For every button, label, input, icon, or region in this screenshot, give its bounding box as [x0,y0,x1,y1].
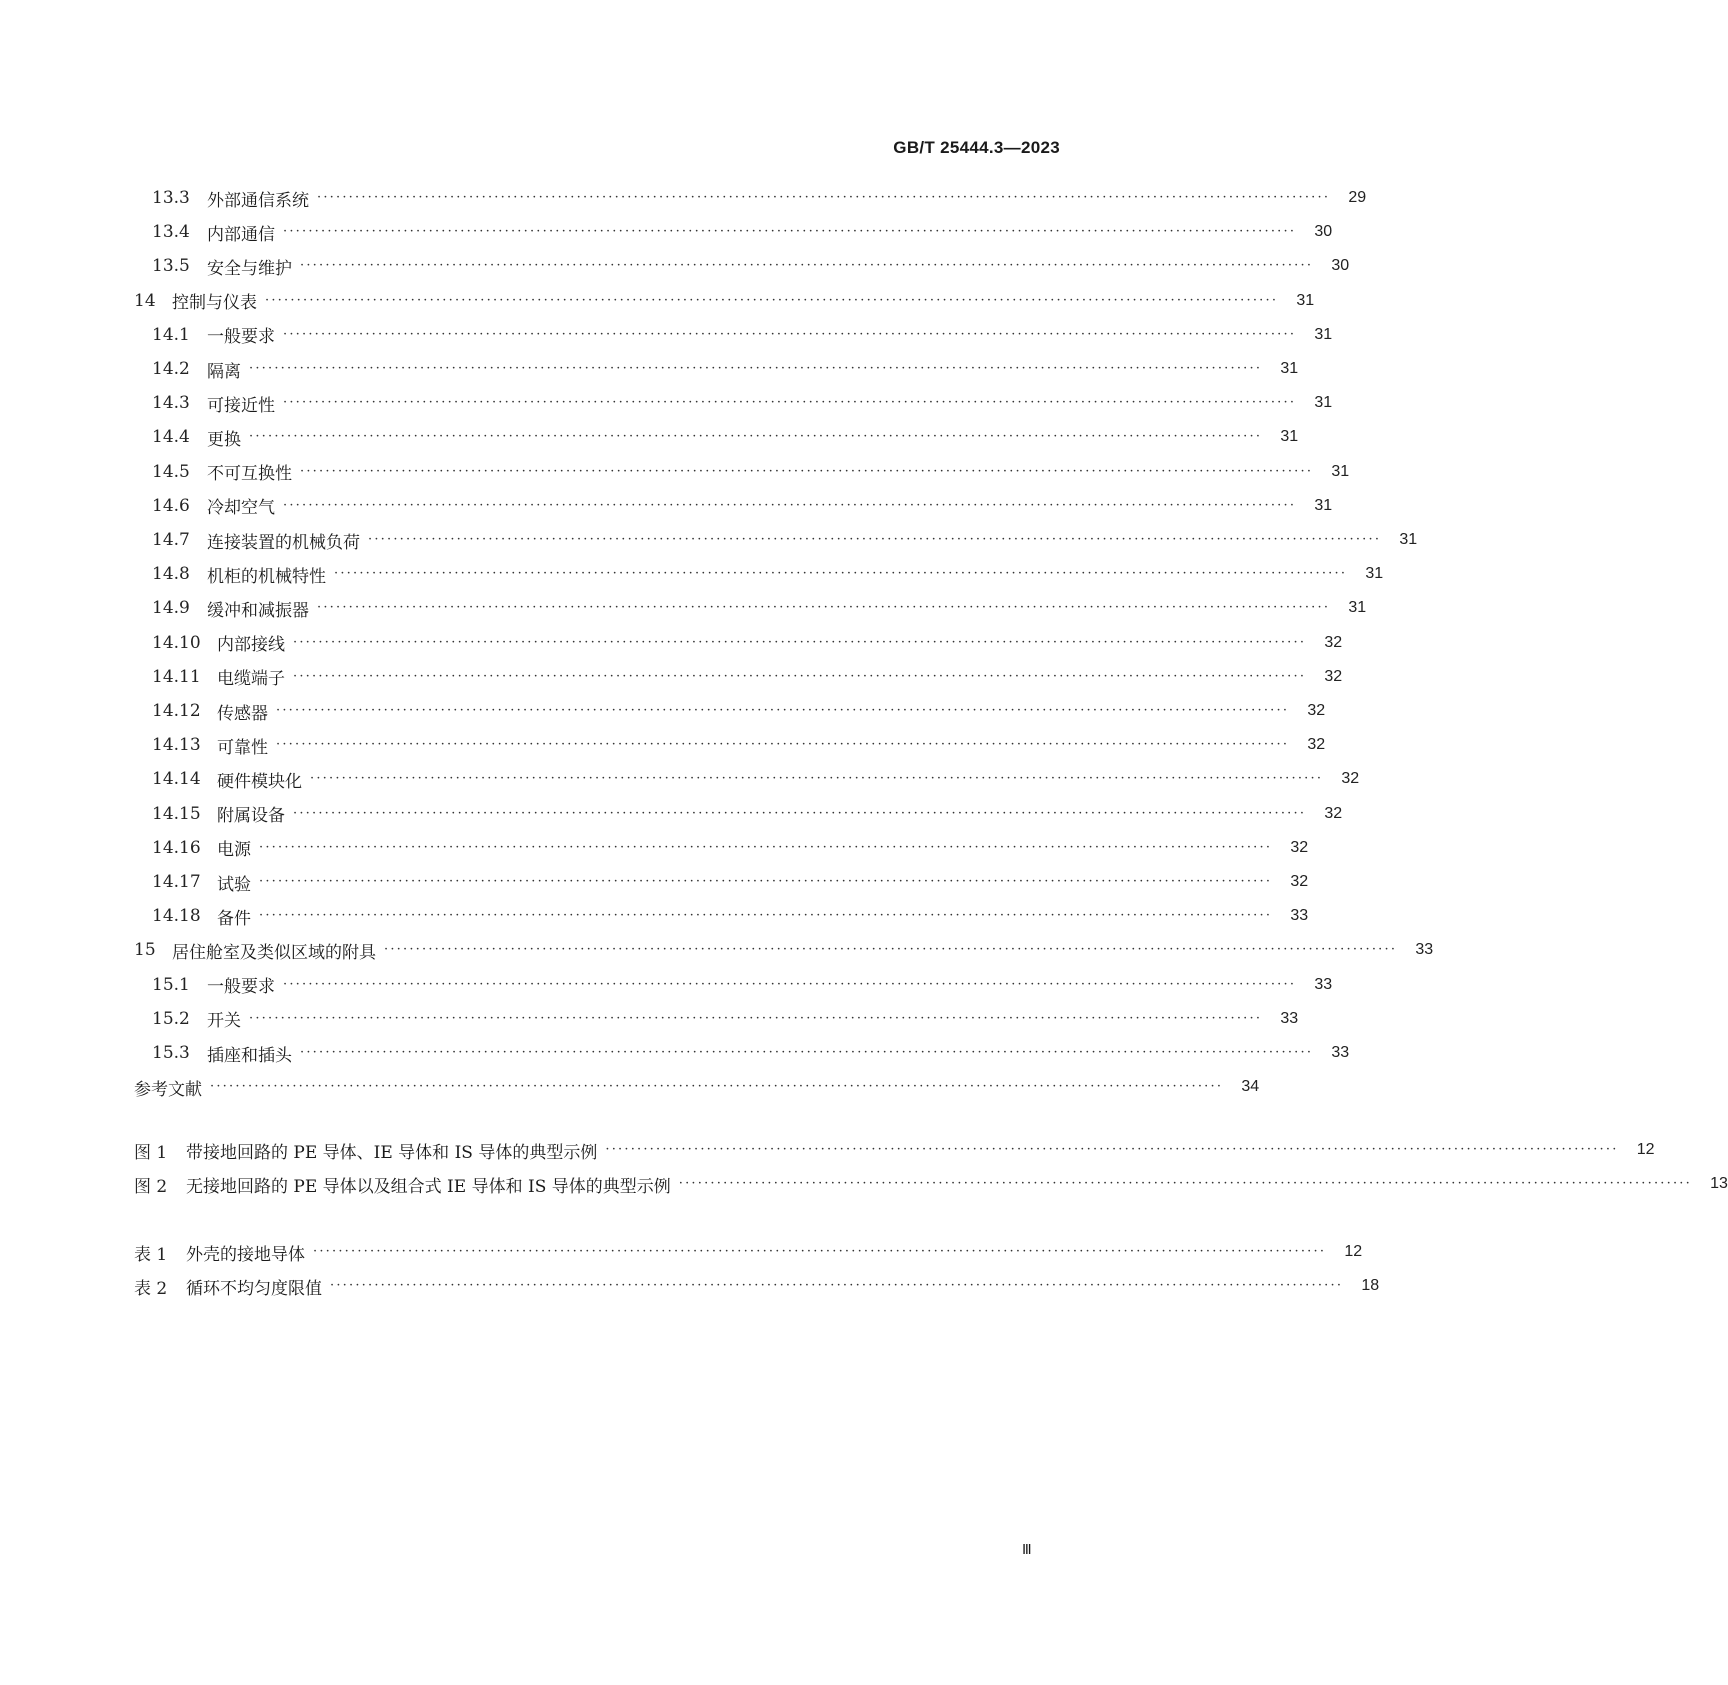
toc-entry-page: 12 [1636,1141,1655,1158]
toc-entry-number: 表 2 [134,1278,168,1299]
toc-entry[interactable] [152,560,1384,588]
toc-entry-title: 备件 [217,908,251,929]
toc-entry-number: 13.5 [152,256,190,277]
dot-leader: ································································································································································ [605,1142,1619,1157]
toc-entry[interactable] [152,697,1326,725]
toc-entry-title: 参考文献 [134,1079,202,1100]
toc-entry-number: 14.16 [152,837,201,858]
toc-entry-page: 31 [1314,325,1333,343]
toc-entry[interactable] [152,834,1309,862]
toc-entry[interactable] [152,218,1333,246]
toc-entry[interactable] [152,252,1350,280]
toc-entry-title: 电源 [217,840,251,861]
toc-entry-number: 14.18 [152,906,201,927]
dot-leader: ································································································································································ [210,1079,1224,1095]
dot-leader: ································································································································································ [368,532,1382,547]
toc-entry-page: 33 [1314,975,1333,993]
toc-entry[interactable] [134,1170,1728,1198]
toc-entry-page: 31 [1399,531,1418,548]
toc-entry-page: 31 [1280,360,1299,377]
toc-entry-title: 电缆端子 [217,669,285,690]
toc-entry-number: 14.6 [152,495,190,516]
page-number-footer: Ⅲ [1022,1543,1031,1558]
toc-entry-page: 29 [1348,189,1367,206]
dot-leader: ································································································································································ [300,1045,1314,1060]
dot-leader: ································································································································································ [283,976,1297,992]
toc-entry-number: 13.3 [152,188,190,208]
toc-entry[interactable] [134,1272,1380,1300]
toc-entry-page: 31 [1365,565,1384,583]
toc-entry-number: 14.9 [152,598,190,619]
toc-entry-page: 12 [1344,1243,1363,1260]
dot-leader: ································································································································································ [249,1010,1263,1026]
dot-leader: ································································································································································ [293,668,1307,684]
dot-leader: ································································································································································ [300,258,1314,274]
toc-entry[interactable] [152,629,1343,657]
toc-entry[interactable] [152,423,1299,451]
toc-entry[interactable] [134,1073,1260,1101]
toc-entry-title: 隔离 [207,361,241,382]
dot-leader: ································································································································································ [293,805,1307,821]
toc-entry-title: 无接地回路的 PE 导体以及组合式 IE 导体和 IS 导体的典型示例 [186,1176,671,1197]
toc-entry-page: 32 [1341,770,1360,788]
toc-entry[interactable] [152,321,1333,349]
toc-entry-page: 32 [1290,873,1309,890]
toc-entry-page: 33 [1331,1044,1350,1061]
toc-entry-number: 14.4 [152,427,190,448]
toc-entry-title: 可接近性 [207,395,275,416]
dot-leader: ································································································································································ [283,224,1297,240]
toc-entry-number: 14.10 [152,632,201,653]
toc-entry-page: 31 [1331,462,1350,480]
toc-entry-number: 14.7 [152,530,190,550]
dot-leader: ································································································································································ [384,942,1398,958]
dot-leader: ································································································································································ [265,292,1279,308]
toc-entry-number: 表 1 [134,1244,168,1265]
toc-entry-number: 15.3 [152,1043,190,1063]
dot-leader: ································································································································································ [300,463,1314,479]
toc-entry[interactable] [152,868,1309,896]
dot-leader: ································································································································································ [259,839,1273,855]
toc-entry[interactable] [134,1238,1363,1266]
toc-entry-page: 32 [1324,633,1343,651]
toc-entry-title: 安全与维护 [207,258,292,279]
toc-entry[interactable] [152,458,1350,486]
toc-entry[interactable] [152,800,1343,828]
toc-entry[interactable] [134,1136,1655,1164]
toc-entry[interactable] [134,936,1434,964]
dot-leader: ································································································································································ [317,600,1331,616]
dot-leader: ································································································································································ [293,634,1307,650]
toc-entry-number: 14.14 [152,769,201,790]
toc-entry-number: 15.1 [152,974,190,995]
dot-leader: ································································································································································ [276,737,1290,753]
toc-entry-number: 14.13 [152,735,201,756]
toc-entry-number: 14.17 [152,872,201,892]
toc-entry[interactable] [152,389,1333,417]
toc-entry-number: 14.1 [152,324,190,345]
toc-entry-page: 33 [1280,1009,1299,1027]
toc-entry-title: 外壳的接地导体 [186,1244,305,1265]
toc-entry[interactable] [152,902,1309,930]
toc-entry-page: 18 [1361,1277,1380,1295]
toc-entry-page: 33 [1415,941,1434,959]
toc-entry-page: 32 [1324,804,1343,822]
toc-entry-title: 开关 [207,1011,241,1032]
toc-entry-title: 带接地回路的 PE 导体、IE 导体和 IS 导体的典型示例 [186,1142,598,1163]
toc-entry-title: 冷却空气 [207,498,275,519]
dot-leader: ································································································································································ [259,908,1273,924]
toc-entry-page: 31 [1314,496,1333,514]
toc-entry-title: 连接装置的机械负荷 [207,532,360,553]
toc-entry-title: 不可互换性 [207,464,292,485]
toc-entry-page: 32 [1290,838,1309,856]
dot-leader: ································································································································································ [678,1176,1692,1192]
toc-entry[interactable] [152,731,1326,759]
toc-entry-page: 34 [1241,1078,1260,1096]
dot-leader: ································································································································································ [317,190,1331,205]
toc-entry-title: 硬件模块化 [217,771,302,792]
toc-entry[interactable] [152,184,1367,212]
toc-entry-number: 15 [134,940,156,961]
toc-entry-page: 32 [1307,736,1326,754]
toc-entry-number: 15.2 [152,1008,190,1029]
toc-entry-title: 内部接线 [217,635,285,656]
toc-entry[interactable] [152,355,1299,383]
toc-entry-page: 30 [1314,223,1333,241]
toc-entry-page: 31 [1348,599,1367,617]
dot-leader: ································································································································································ [334,566,1348,582]
toc-entry-page: 32 [1307,702,1326,719]
toc-entry-number: 14 [134,290,156,311]
toc-entry-page: 31 [1296,291,1315,309]
toc-entry-title: 插座和插头 [207,1045,292,1066]
toc-entry-number: 13.4 [152,222,190,243]
toc-entry-number: 14.11 [152,666,201,687]
dot-leader: ································································································································································ [310,771,1324,787]
toc-entry-title: 附属设备 [217,806,285,827]
dot-leader: ································································································································································ [313,1244,1327,1259]
standard-number-header: GB/T 25444.3—2023 [893,138,1060,157]
toc-entry-title: 居住舱室及类似区域的附具 [172,942,376,963]
toc-entry-title: 循环不均匀度限值 [186,1278,322,1299]
toc-entry[interactable] [152,1005,1299,1033]
toc-entry-page: 31 [1280,428,1299,446]
toc-entry-number: 14.2 [152,359,190,379]
dot-leader: ································································································································································ [283,395,1297,411]
toc-entry-title: 一般要求 [207,977,275,998]
dot-leader: ································································································································································ [259,874,1273,889]
toc-entry-title: 一般要求 [207,327,275,348]
toc-entry-title: 内部通信 [207,224,275,245]
toc-entry[interactable] [152,526,1418,554]
toc-entry-title: 缓冲和减振器 [207,600,309,621]
toc-entry[interactable] [152,971,1333,999]
toc-entry-title: 传感器 [217,703,268,724]
dot-leader: ································································································································································ [283,326,1297,342]
toc-entry-number: 14.12 [152,701,201,721]
toc-entry-number: 图 2 [134,1176,168,1197]
dot-leader: ································································································································································ [276,703,1290,718]
toc-entry[interactable] [134,287,1315,315]
toc-entry-page: 31 [1314,394,1333,412]
toc-entry[interactable] [152,594,1367,622]
toc-entry[interactable] [152,492,1333,520]
toc-entry-page: 13 [1710,1175,1728,1193]
dot-leader: ································································································································································ [330,1278,1344,1294]
toc-entry-title: 更换 [207,429,241,450]
toc-entry-number: 14.5 [152,461,190,482]
toc-entry-title: 机柜的机械特性 [207,566,326,587]
toc-entry-title: 控制与仪表 [172,293,257,314]
dot-leader: ································································································································································ [249,429,1263,445]
toc-entry-title: 外部通信系统 [207,190,309,211]
dot-leader: ································································································································································ [249,361,1263,376]
dot-leader: ································································································································································ [283,497,1297,513]
toc-entry-page: 32 [1324,667,1343,685]
toc-entry-title: 可靠性 [217,737,268,758]
toc-entry-title: 试验 [217,874,251,895]
toc-entry[interactable] [152,1039,1350,1067]
toc-entry-number: 14.3 [152,393,190,414]
toc-entry-number: 14.8 [152,564,190,585]
toc-entry-page: 30 [1331,257,1350,275]
toc-entry-number: 14.15 [152,803,201,824]
toc-entry[interactable] [152,765,1360,793]
toc-entry-number: 图 1 [134,1142,168,1163]
toc-entry-page: 33 [1290,907,1309,925]
toc-entry[interactable] [152,663,1343,691]
